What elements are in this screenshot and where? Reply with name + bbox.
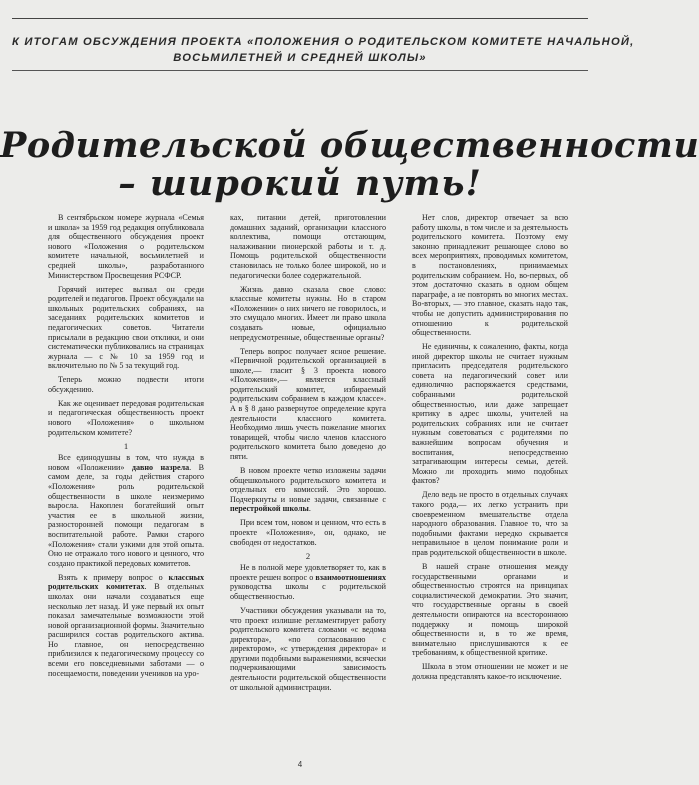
text-run: . В самом деле, за годы действия старого «Положения» роль родительской общественности в школе неизмеримо выросла. Накоплен богатейший опыт участия ее в школьной жизни, разносторонней помощи педагогам в воспитательной работе. Рамки старого «Положения» стали узкими для этой опыта. Оно не отражало того нового и ценного, что создано практикой передовых комитетов. (48, 462, 205, 568)
article-title-line-1: Родительской общественности (0, 125, 699, 166)
paragraph (48, 453, 204, 568)
paragraph (48, 573, 204, 679)
text-column-3 (412, 213, 568, 753)
paragraph (230, 563, 386, 601)
paragraph: Не единичны, к сожалению, факты, когда иной директор школы не считает нужным пригласить председателя родительского совета на педагогический совет или единолично распоряжается средствами, собранными родительской общественностью, или даже запрещает критику в адрес школы, учителей на родительских собраниях или не считает нужным советоваться с родителями по важнейшим вопросам обучения и воспитания, непосредственно затрагивающим интересы семьи, детей. Можно ли проходить мимо подобных фактов? (412, 342, 568, 486)
text-run: руководства школы с родительской общественностью. (230, 582, 386, 601)
bold-text-run: перестройкой школы (230, 504, 309, 514)
text-run: Взять к примеру вопрос о (58, 572, 169, 582)
paragraph (230, 466, 386, 514)
text-column-2 (230, 213, 386, 753)
paragraph: Жизнь давно сказала свое слово: классные комитеты нужны. Но в старом «Положении» о них ничего не говорилось, и это смущало многих. Имеет ли право школа создавать новые, официально непредусмотренные, общественные органы? (230, 284, 386, 342)
paragraph: Как же оценивает передовая родительская и педагогическая общественность проект нового «Положения» о школьном родительском комитете? (48, 398, 204, 437)
bold-text-run: давно назрела (131, 462, 190, 472)
paragraph: В нашей стране отношения между государственными органами и общественностью строятся на принципах социалистической демократии. Это значит, что государственные органы в своей деятельности опираются на всестороннюю поддержку и помощь широкой общественности и, в то же время, внимательно прислушиваются к ее требованиям, к общественной критике. (412, 561, 568, 658)
paragraph: Дело ведь не просто в отдельных случаях такого рода,— их легко устранить при своевременном вмешательстве отдела народного образования. Главное то, что за подобными фактами нередко скрывается неправильное в целом понимание роли и прав родительской общественности в школе. (412, 490, 568, 557)
paragraph: Теперь вопрос получает ясное решение. «Первичной родительской организацией в школе,— гласит § 3 проекта нового «Положения»,— является классный родительский комитет, избираемый родительским собранием в каждом классе». А в § 8 дано развернутое определение круга деятельности классного комитета. Необходимо лишь учесть пожелание многих товарищей, чтобы число членов классного родительского комитета было доведено до пяти. (230, 346, 386, 462)
bold-text-run: классных родительских комитетах (48, 572, 204, 592)
text-run: Не в полной мере удовлетворяет то, как в проекте решен вопрос о (230, 563, 386, 582)
paragraph: В сентябрьском номере журнала «Семья и школа» за 1959 год редакция опубликовала для общественного обсуждения проект нового «Положения о родительском комитете начальной, восьмилетней и средней школы», разработанного Министерством Просвещения РСФСР. (48, 213, 204, 280)
article-title-line-2: – широкий путь! (118, 163, 482, 204)
paragraph: При всем том, новом и ценном, что есть в проекте «Положения», он, однако, не свободен от недостатков. (230, 518, 386, 547)
text-run: Все единодушны в том, что нужда в новом «Положении» (48, 453, 204, 472)
text-run: В новом проекте четко изложены задачи общешкольного родительского комитета и отдельных его комиссий. Это хорошо. Подчеркнуты и новые задачи, связанные с (230, 466, 386, 504)
article-body (48, 213, 568, 753)
bold-text-run: взаимоотношениях (315, 572, 386, 582)
header-line-2: ВОСЬМИЛЕТНЕЙ И СРЕДНЕЙ ШКОЛЫ» (173, 52, 427, 64)
paragraph: Нет слов, директор отвечает за всю работу школы, в том числе и за деятельность родительского комитета. Поэтому ему законно принадлежит решающее слово во всех мероприятиях, проводимых комитетом, в постановлениях, принимаемых родительским собранием. Но, во-первых, об этом достаточно сказать в одном общем параграфе, а не повторять во многих местах. Во-вторых, — это главное, сказать надо так, чтобы не допустить администрирования по отношению к родительской общественности. (412, 213, 568, 338)
header-top-rule (12, 18, 588, 19)
text-column-1 (48, 213, 204, 753)
section-number: 1 (123, 440, 129, 451)
header-line-1: К ИТОГАМ ОБСУЖДЕНИЯ ПРОЕКТА «ПОЛОЖЕНИЯ О РОДИТЕЛЬСКОМ КОМИТЕТЕ НАЧАЛЬНОЙ, (12, 36, 635, 48)
text-run: . (308, 504, 311, 514)
page-number: 4 (297, 760, 303, 769)
paragraph: ках, питании детей, приготовлении домашних заданий, организации классного коллектива, помощи отстающим, налаживании пионерской работы и т. д. Помощь родительской общественности становилась не только более широкой, но и педагогически более содержательной. (230, 213, 386, 280)
text-run: . В отдельных школах они начали создаваться еще несколько лет назад. И уже первый их опыт показал замечательные возможности этой новой организационной формы. Значительно расширился состав родительского актива. Но главное, он непосредственно приблизился к педагогическому процессу со всеми его повседневными заботами — о посещаемости, поведении учеников на уро- (48, 582, 204, 678)
paragraph: Горячий интерес вызвал он среди родителей и педагогов. Проект обсуждали на школьных родительских собраниях, на заседаниях родительских комитетов и педагогических советов. Читатели присылали в редакцию свои отклики, и они систематически публиковались на страницах журнала — с № 10 за 1959 год и включительно по № 5 за текущий год. (48, 284, 204, 371)
paragraph: Участники обсуждения указывали на то, что проект излишне регламентирует работу родительского комитета словами «с ведома директора», «по согласованию с директором», «с утверждения директора» и другими подобными выражениями, всячески подчеркивающими зависимость деятельности родительской общественности от школьной администрации. (230, 605, 386, 692)
paragraph: Теперь можно подвести итоги обсуждению. (48, 375, 204, 394)
header-bottom-rule (12, 70, 588, 71)
section-number: 2 (305, 550, 311, 561)
section-header (12, 18, 635, 68)
paragraph: Школа в этом отношении не может и не должна представлять какое-то исключение. (412, 662, 568, 681)
